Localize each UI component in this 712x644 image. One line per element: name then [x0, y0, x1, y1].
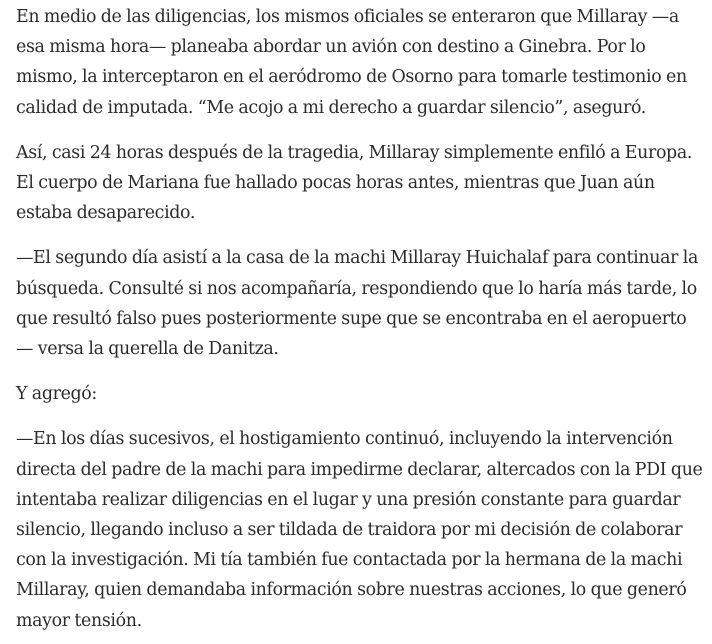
- paragraph-y-agrego: Y agregó:: [16, 384, 97, 405]
- paragraph-aerodrome-interception: En medio de las diligencias, los mismos oficiales se enteraron que Millaray —a esa misma hora— planeaba abordar un avión con destino a Ginebra. Por lo mismo, la interceptaron en el aeródromo de Osorno para tomarle testimonio en calidad de imputada. “Me acojo a mi derecho a guardar silencio”, aseguró.: [16, 7, 687, 118]
- paragraph-querella-quote: —El segundo día asistí a la casa de la machi Millaray Huichalaf para continuar la búsqueda. Consulté si nos acompañaría, respondiendo que lo haría más tarde, lo que resultó falso pues posteriormente supe que se encontraba en el aeropuerto — versa la querella de Danitza.: [16, 248, 698, 360]
- paragraph-flight-to-europe: Así, casi 24 horas después de la tragedia, Millaray simplemente enfiló a Europa. El cuerpo de Mariana fue hallado pocas horas antes, mientras que Juan aún estaba desaparecido.: [16, 142, 693, 224]
- paragraph-harassment-quote: —En los días sucesivos, el hostigamiento continuó, incluyendo la intervención directa del padre de la machi para impedirme declarar, altercados con la PDI que intentaba realizar diligencias en el lugar y una presión constante para guardar silencio, llegando incluso a ser tildada de traidora por mi decisión de colaborar con la investigación. Mi tía también fue contactada por la hermana de la machi Millaray, quien demandaba información sobre nuestras acciones, lo que generó mayor tensión.: [16, 429, 703, 631]
- article-body: [0, 2, 712, 636]
